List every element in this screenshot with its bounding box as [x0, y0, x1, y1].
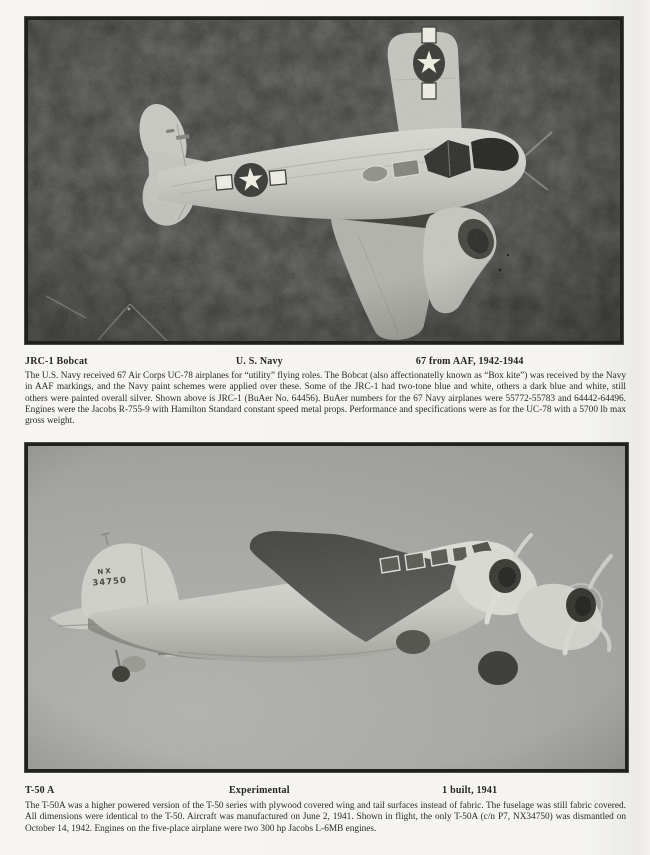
description-paragraph-t50a: The T-50A was a higher powered version of the T-50 series with plywood covered wing and tail surfaces instead of fabric. The fuselage was still fabric covered. All dimensions were identical to the T-50. Aircraft was manufactured on June 2, 1941. Shown in flight, the only T-50A (c/n P7, NX34750) was dismantled on October 14, 1942. Engines on the five-place airplane were two 300 hp Jacobs L-6MB engines.: [25, 801, 626, 834]
caption-operator: U. S. Navy: [235, 356, 283, 367]
vignette: [28, 446, 625, 769]
caption-row-bottom: [25, 785, 626, 799]
caption-aircraft-designation: JRC-1 Bobcat: [25, 356, 88, 367]
photo-jrc1-bobcat: [25, 17, 623, 344]
t50a-photo-art: [28, 446, 625, 769]
caption-production-note: 67 from AAF, 1942-1944: [415, 356, 524, 367]
caption-aircraft-designation: T-50 A: [25, 785, 55, 796]
vignette: [28, 20, 620, 341]
caption-production-note: 1 built, 1941: [442, 785, 498, 796]
photo-t50a: [25, 443, 628, 772]
caption-row-top: [25, 356, 626, 370]
description-paragraph-jrc1: The U.S. Navy received 67 Air Corps UC-78 airplanes for “utility” flying roles. The Bobcat (also affectionatelly known as “Box kite”) was received by the Navy in AAF markings, and the Navy paint schemes were applied over these. Some of the JRC-1 had two-tone blue and white, others a dark blue and white, still others were painted overall silver. Shown above is JRC-1 (BuAer No. 64456). BuAer numbers for the 67 Navy airplanes were 55772-55783 and 64442-64496. Engines were the Jacobs R-755-9 with Hamilton Standard constant speed metal props. Performance and specifications were as for the UC-78 with a 5700 lb max gross weight.: [25, 371, 626, 427]
caption-status: Experimental: [229, 785, 290, 796]
jrc1-photo-art: [28, 20, 620, 341]
